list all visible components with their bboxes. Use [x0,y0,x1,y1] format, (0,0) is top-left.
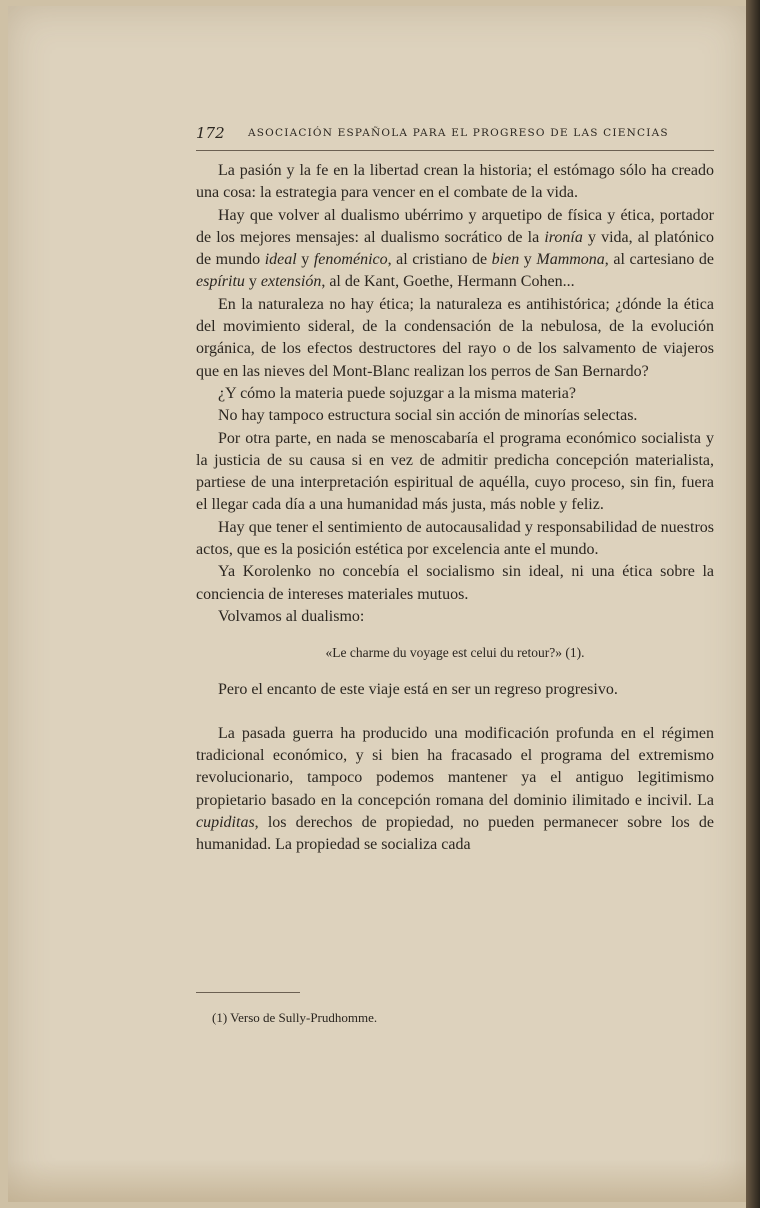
text-run: y [296,251,314,269]
page-stain [8,1160,746,1202]
paragraph: Por otra parte, en nada se menoscabaría el programa económico socialista y la justicia de su causa si en vez de admitir predicha concepción materialista, partiese de una interpretación espiritual de aquélla, cuyo proceso, sin fin, fuera el llegar cada día a una humanidad más justa, más noble y feliz. [196,429,714,514]
block-quote: «Le charme du voyage est celui du retour?» (1). [325,645,585,661]
italic-term: cupiditas [196,814,255,832]
italic-term: fenoménico [313,251,388,269]
text-run: , al de Kant, Goethe, Hermann Cohen... [321,273,575,291]
text-run: y [519,251,537,269]
paragraph: Ya Korolenko no concebía el socialismo sin ideal, ni una ética sobre la conciencia de intereses materiales mutuos. [196,563,714,603]
paragraph: No hay tampoco estructura social sin acción de minorías selectas. [218,407,638,425]
footnote: (1) Verso de Sully-Prudhomme. [212,1010,378,1025]
text-run: , al cristiano de [387,251,492,269]
book-spine [746,0,760,1208]
text-run: y vida, al platónico de mundo [196,228,715,269]
running-title: ASOCIACIÓN ESPAÑOLA PARA EL PROGRESO DE LAS CIENCIAS [248,127,669,139]
text-run: La pasada guerra ha producido una modificación profunda en el régimen tradicional económico, y si bien ha fracasado el programa del extremismo revolucionario, tampoco podemos mantener ya el antiguo legitimismo propietario basado en la concepción romana del dominio ilimitado e incivil. La [196,724,714,809]
paragraph: La pasión y la fe en la libertad crean la historia; el estómago sólo ha creado una cosa: la estrategia para vencer en el combate de la vida. [196,162,714,202]
page-body [196,160,714,857]
italic-term: extensión [260,273,322,291]
italic-term: ironía [544,228,583,246]
paragraph: Volvamos al dualismo: [218,607,365,625]
paragraph: Pero el encanto de este viaje está en ser un regreso progresivo. [218,680,618,698]
paragraph [196,205,714,294]
italic-term: Mammona [536,251,605,269]
paragraph: En la naturaleza no hay ética; la naturaleza es antihistórica; ¿dónde la ética del movimiento sideral, de la condensación de la nebulosa, de la evolución orgánica, de los efectos destructores del rayo o de los salvamento de viajeros que en las nieves del Mont-Blanc realizan los perros de San Bernardo? [196,295,714,380]
footnote-rule [196,992,300,993]
paragraph: Hay que tener el sentimiento de autocausalidad y responsabilidad de nuestros actos, que es la posición estética por excelencia ante el mundo. [196,518,714,559]
text-run: , los derechos de propiedad, no pueden permanecer sobre los de humanidad. La propiedad se socializa cada [196,814,714,854]
text-run: Hay que volver al dualismo ubérrimo y arquetipo de física y ética, portador de los mejores mensajes: al dualismo socrático de la [196,206,714,246]
text-run: , al cartesiano de [604,251,715,269]
paragraph [196,723,714,857]
page-number: 172 [196,124,225,142]
text-run: y [244,273,261,291]
italic-term: ideal [264,251,297,269]
paragraph: ¿Y cómo la materia puede sojuzgar a la misma materia? [218,384,576,402]
italic-term: espíritu [196,273,245,291]
page-header [196,122,714,151]
italic-term: bien [491,251,520,269]
